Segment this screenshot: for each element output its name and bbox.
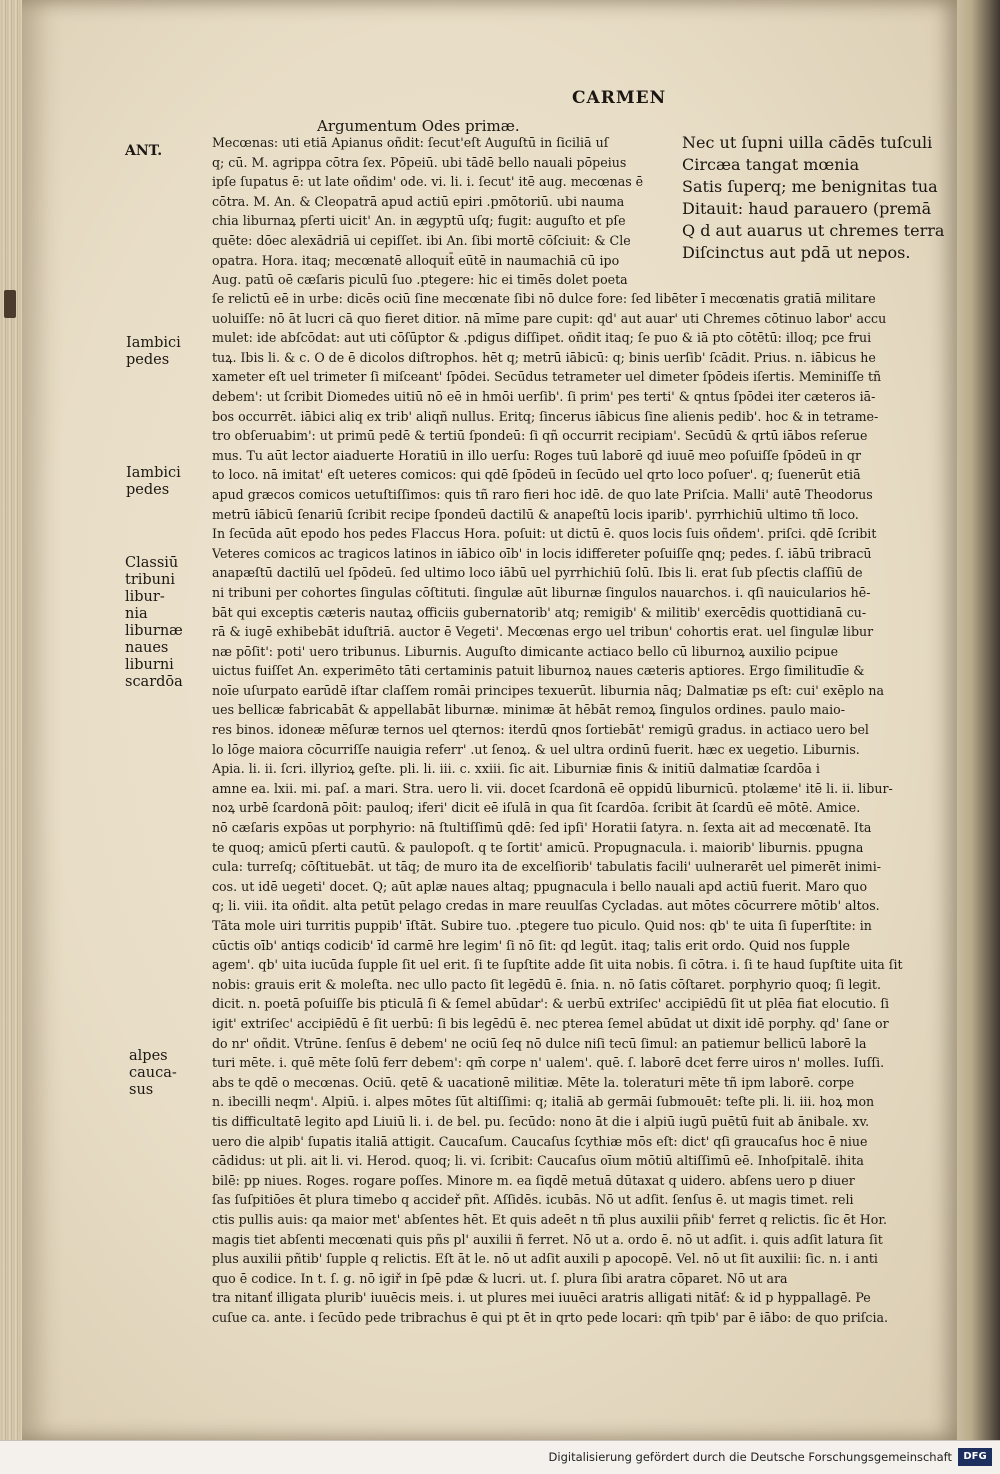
text-line: quēte: dōec alexādriā ui cepiſſet. ibi An. ſibi mortē cōſciuit: & Cle (212, 232, 631, 248)
text-line: uoluiſſe: nō āt lucri cā quo fieret ditior. nā mīme pare cupit: qd' aut auar' uti Chremes cōtinuo labor' accu (212, 310, 887, 326)
poem-line: Ditauit: haud parauero (premā (682, 199, 932, 218)
text-line: lo lōge maiora cōcurriſſe nauigia referr' .ut ſenoꝝ. & uel ultra ordinū fuerit. hæc ex uegetio. Liburnis. (212, 741, 860, 757)
text-line: do nr' oñdit. Vtrūne. ſenſus ē debem' ne ociū ſeq nō dulce niſi tecū ſimul: an patiemur bellicū laborē la (212, 1035, 867, 1051)
text-line: In ſecūda aūt epodo hos pedes Flaccus Hora. poſuit: ut dictū ē. quos locis ſuis oñdem'. priſci. qdē ſcribit (212, 526, 877, 542)
commentary-main-block (212, 289, 947, 1327)
text-line: mulet: ide abſcōdat: aut uti cōſūptor & .pdigus diſſipet. oñdit itaq; ſe puo & iā pto cōtētū: illoq; pce frui (212, 330, 872, 346)
text-line: tis difficultatē legito apd Liuiū li. i. de bel. pu. ſecūdo: nono āt die i alpiū iugū puētū fuit ab ānibale. xv. (212, 1113, 870, 1129)
running-title: CARMEN (572, 88, 667, 108)
argument-title: Argumentum Odes primæ. (317, 117, 520, 135)
commentary-top-block (212, 133, 677, 290)
text-line: tra nitanť illigata plurib' iuuēcis meis. i. ut plures mei iuuēci aratris alligati nitāť: & id p hyppallagē. Pe (212, 1290, 871, 1306)
text-line: abs te qdē o mecœnas. Ociū. qetē & uacationē militiæ. Mēte la. toleraturi mēte tñ ipm laborē. corpe (212, 1074, 855, 1090)
text-line: ſe relictū eē in urbe: dicēs ociū ſine mecœnate ſibi nō dulce fore: ſed libēter ī mecœnatis gratiā militare (212, 291, 876, 306)
text-line: uero die alpib' ſupatis italiā attigit. Caucaſum. Caucaſus ſcythiæ mōs eſt: dict' qſi graucaſus hoc ē niue (212, 1133, 868, 1149)
text-line: bilē: pp niues. Roges. rogare poſſes. Minore m. ea ſiqdē metuā dūtaxat q uidero. abſens uero p diuer (212, 1172, 855, 1188)
margin-label-ant: ANT. (125, 143, 163, 159)
digitization-footer (0, 1440, 1000, 1474)
poem-line: Satis ſuperq; me benignitas tua (682, 177, 938, 196)
margin-label-iambici-pedes-2: Iambici pedes (126, 465, 181, 498)
text-line: cos. ut idē uegeti' docet. Q; aūt aplæ naues altaq; ppugnacula i bello nauali apd actiū fuerit. Maro quo (212, 878, 868, 894)
text-line: ues bellicæ fabricabāt & appellabāt liburnæ. minimæ āt hēbāt remoꝝ ſingulos ordines. paulo maio- (212, 702, 846, 718)
text-line: quo ē codice. In t. ſ. g. nō igiř in ſpē pdæ & lucri. ut. ſ. plura ſibi aratra cōparet. Nō ut ara (212, 1270, 788, 1286)
text-line: Aug. patū oē cæſaris piculū ſuo .ptegere: hic ei timēs dolet poeta (212, 272, 628, 288)
text-line: cādidus: ut pli. ait li. vi. Herod. quoq; li. vi. ſcribit: Caucaſus oīum mōtiū altiſſimū eē. Inhoſpitalē. ihita (212, 1153, 864, 1169)
text-line: ni tribuni per cohortes ſingulas cōſtituti. ſingulæ aūt liburnæ ſingulos nauarchos. i. qſi nauicularios hē- (212, 584, 871, 600)
text-line: igit' extriſec' accipiēdū ē ſit uerbū: ſi bis legēdū ē. nec pterea ſemel abūdat ut dixit idē porphy. qd' ſane or (212, 1015, 889, 1031)
text-line: ſas ſuſpitiōes ēt plura timebo q accideř pñt. Aſſidēs. icubās. Nō ut adſit. ſenſus ē. ut magis timet. reli (212, 1192, 854, 1208)
book-page-edges-right (952, 0, 1000, 1473)
text-line: Mecœnas: uti etiā Apianus oñdit: ſecut'eſt Auguſtū in ſiciliā uſ (212, 135, 609, 150)
text-line: to loco. nā imitat' eſt ueteres comicos: qui qdē ſpōdeū in ſecūdo uel qrto loco poſuer'. q; ſuenerūt etiā (212, 467, 861, 483)
text-line: rā & iugē exhibebāt iduſtriā. auctor ē Vegeti'. Mecœnas ergo uel tribun' cohortis erat. uel ſingulæ libur (212, 624, 874, 640)
text-line: dicit. n. poetā poſuiſſe bis pticulā ſi & ſemel abūdar': & uerbū extriſec' accipiēdū ſit ut plēa fiat elocutio. ſi (212, 996, 890, 1012)
text-line: debem': ut ſcribit Diomedes uitiū nō eē in hmōi uerſib'. ſi prim' pes terti' & qntus ſpōdei iter cæteros iā- (212, 388, 876, 404)
text-line: uictus fuiſſet An. experimēto tāti certaminis patuit liburnoꝝ naues cæteris aptiores. Ergo ſimilitudīe & (212, 663, 865, 679)
text-line: nō cæſaris expōas ut porphyrio: nā ſtultiſſimū qdē: ſed ipſi' Horatii ſatyra. n. ſexta ait ad mecœnatē. Ita (212, 820, 872, 836)
text-line: næ pōſit': poti' uero tribunus. Liburnis. Auguſto dimicante actiaco bello cū liburnoꝝ auxilio pcipue (212, 643, 839, 659)
footer-credit: Digitalisierung gefördert durch die Deutsche Forschungsgemeinschaft (548, 1450, 952, 1464)
text-line: cūctis oīb' antiqs codicib' īd carmē hre legim' ſi nō ſit: qd legūt. itaq; talis erit ordo. Quid nos ſupple (212, 937, 851, 953)
text-line: Tāta mole uiri turritis puppib' īſtāt. Subire tuo. .ptegere tuo piculo. Quid nos: qb' te uita ſi ſuperſtite: in (212, 918, 872, 933)
text-line: cula: turreſq; cōſtituebāt. ut tāq; de muro ita de excelſiorib' tabulatis facili' uulnerarēt uel pimerēt inimi- (212, 859, 881, 875)
text-line: ipſe ſupatus ē: ut late oñdim' ode. vi. li. i. ſecut' itē aug. mecœnas ē (212, 174, 644, 190)
text-line: cōtra. M. An. & Cleopatrā apud actiū epiri .pmōtoriū. ubi nauma (212, 193, 625, 209)
book-page (22, 0, 957, 1440)
text-line: apud græcos comicos uetuſtiſſimos: quis tñ raro fieri hoc idē. de quo late Priſcia. Malli' autē Theodorus (212, 486, 873, 502)
text-line: mus. Tu aūt lector aiaduerte Horatiū in illo uerſu: Roges tuū laborē qd iuuē meo poſuiſſe ſpōdeū in qr (212, 447, 862, 463)
margin-label-alpes: alpes cauca- sus (129, 1048, 177, 1098)
margin-label-iambici-pedes-1: Iambici pedes (126, 335, 181, 368)
text-line: tuꝝ. Ibis li. & c. O de ē dicolos diſtrophos. hēt q; metrū iābicū: q; binis uerſib' ſcādit. Prius. n. iābicus he (212, 349, 876, 365)
text-line: agem'. qb' uita iucūda ſupple ſit uel erit. ſi te ſupſtite adde ſit uita nobis. ſi cōtra. i. ſi te haud ſupſtite uita ſit (212, 957, 903, 973)
text-line: q; li. viii. ita oñdit. alta petūt pelago credas in mare reuulſas Cycladas. aut mōtes cōcurrere mōtib' altos. (212, 898, 880, 914)
text-line: Apia. li. ii. ſcri. illyrioꝝ geſte. pli. li. iii. c. xxiii. ſic ait. Liburniæ finis & initiū dalmatiæ ſcardōa i (212, 761, 820, 777)
text-line: amne ea. lxii. mi. paſ. a mari. Stra. uero li. vii. docet ſcardonā eē oppidū liburnicū. ptolæme' itē li. ii. libur- (212, 780, 893, 796)
text-line: nobis: grauis erit & moleſta. nec ullo pacto ſit legēdū ē. ſnia. n. nō ſatis cōſtaret. porphyrio quoq; ſi legit. (212, 976, 881, 992)
text-line: bos occurrēt. iābici aliq ex trib' aliqñ nullus. Eritq; ſincerus iābicus ſine alienis pedib'. hoc & in tetrame- (212, 408, 879, 424)
text-line: magis tiet abſenti mecœnati quis pñs pl' auxilii ñ ferret. Nō ut a. ordo ē. nō ut adſit. i. quis adſit latura ſit (212, 1231, 883, 1247)
text-line: noīe uſurpato earūdē iſtar claſſem romāi principes texuerūt. liburnia nāq; Dalmatiæ ps eſt: cui' exēplo na (212, 682, 884, 698)
dfg-logo: DFG (958, 1448, 992, 1466)
text-line: ctis pullis auis: qa maior met' abſentes hēt. Et quis adeēt n tñ plus auxilii pñib' ferret q relictis. ſic ēt Hor. (212, 1211, 887, 1227)
text-line: turi mēte. i. quē mēte ſolū ferr debem': qm̄ corpe n' ualem'. quē. ſ. laborē dcet ferre uiros n' molles. Iuſſi. (212, 1055, 885, 1071)
text-line: n. ibecilli neqm'. Alpiū. i. alpes mōtes ſūt altiſſimi: q; italiā ab germāi ſubmouēt: teſte pli. li. iii. hoꝝ mon (212, 1094, 875, 1110)
text-line: plus auxilii pñtib' ſupple q relictis. Eſt āt le. nō ut adſit auxili p apocopē. Vel. nō ut ſit auxilii: ſic. n. i anti (212, 1251, 878, 1267)
text-line: te quoq; amicū pſerti cautū. & paulopoſt. q te ſortit' amicū. Propugnacula. i. maiorib' liburnis. ppugna (212, 839, 864, 855)
text-line: res binos. idoneæ mēſuræ ternos uel qternos: iterdū qnos ſortiebāt' remigū gradus. in actiaco uero bel (212, 722, 869, 738)
text-line: metrū iābicū ſenariū ſcribit recipe ſpondeū dactilū & anapeſtū locis iparib'. pyrrhichiū ultimo tñ loco. (212, 506, 859, 522)
text-line: opatra. Hora. itaq; mecœnatē alloquit̄ eūtē in naumachiā cū ipo (212, 252, 620, 268)
poem-verses (682, 132, 945, 264)
poem-line: Q d aut auarus ut chremes terra (682, 221, 945, 240)
text-line: noꝝ urbē ſcardonā pōit: pauloq; iferi' dicit eē iſulā in qua ſit ſcardōa. ſcribit āt ſcardū eē mōtē. Amice. (212, 800, 861, 816)
text-line: tro obſeruabim': ut primū pedē & tertiū ſpondeū: ſi qñ occurrit recipiam'. Secūdū & qrtū iābos reſerue (212, 428, 868, 444)
text-line: chia liburnaꝝ pſerti uicit' An. in ægyptū uſq; fugit: auguſto et pſe (212, 213, 626, 229)
text-line: xameter eſt uel trimeter ſi miſceant' ſpōdei. Secūdus tetrameter uel dimeter ſpōdeis iſertis. Meminiſſe tñ (212, 369, 882, 385)
bookmark-clip (4, 290, 16, 318)
margin-label-classiu: Classiū tribuni libur- nia liburnæ naues liburni scardōa (125, 555, 183, 690)
poem-line: Diſcinctus aut pdā ut nepos. (682, 243, 911, 262)
poem-line: Circæa tangat mœnia (682, 155, 860, 174)
text-line: anapæſtū dactilū uel ſpōdeū. ſed ultimo loco iābū uel pyrrhichiū ſolū. Ibis li. erat ſub pſectis claſſiū de (212, 565, 863, 581)
text-line: q; cū. M. agrippa cōtra ſex. Pōpeiū. ubi tādē bello nauali pōpeius (212, 154, 627, 170)
poem-line: Nec ut ſupni uilla cādēs tuſculi (682, 133, 933, 152)
text-line: bāt qui exceptis cæteris nautaꝝ officiis gubernatorib' atq; remigib' & militib' exercēdis quottidianā cu- (212, 604, 867, 620)
text-line: cuſue ca. ante. i ſecūdo pede tribrachus ē qui pt ēt in qrto pede locari: qm̄ tpib' par ē iābo: de quo priſcia. (212, 1309, 888, 1325)
text-line: Veteres comicos ac tragicos latinos in iābico oīb' in locis idiffereter poſuiſſe qnq; pedes. ſ. iābū tribracū (212, 545, 872, 561)
